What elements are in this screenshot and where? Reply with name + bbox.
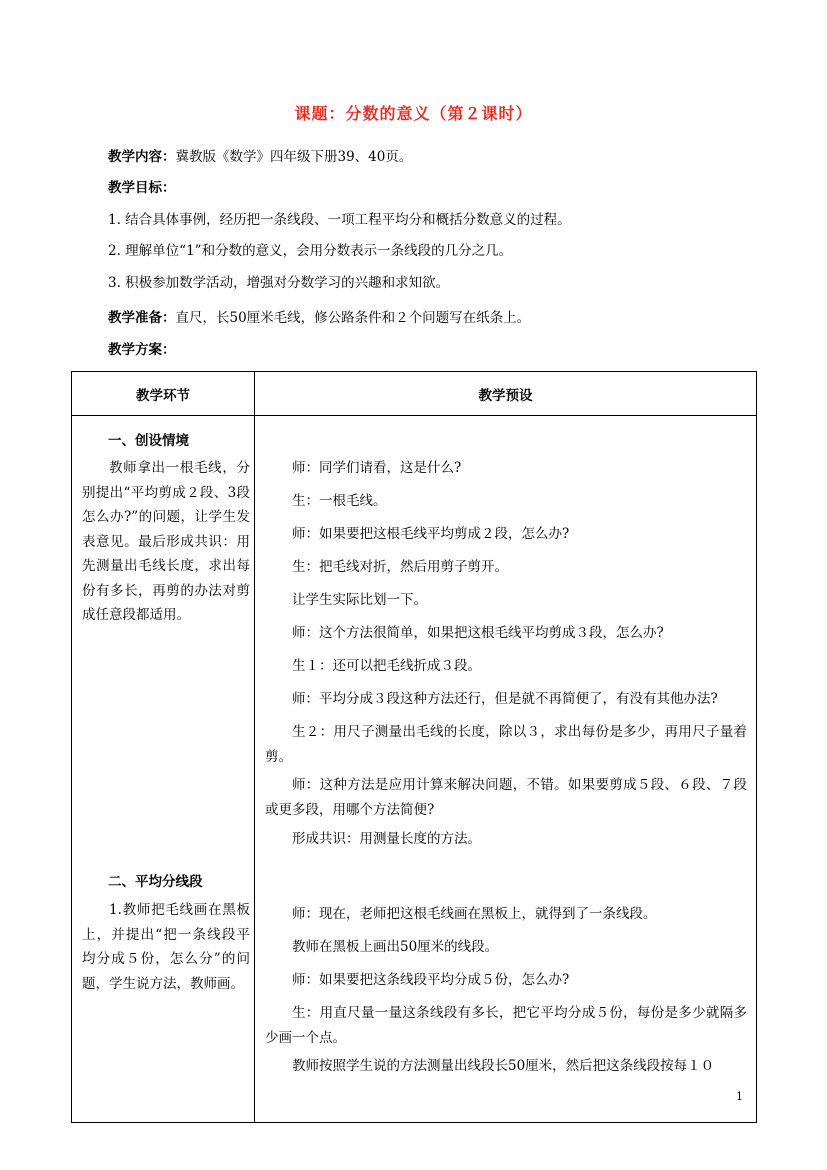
dialogue-line: 生：把毛线对折，然后用剪子剪开。 [292,559,508,575]
teaching-plan-heading [108,340,176,360]
section-text-2: 1.教师把毛线画在黑板上，并提出“把一条线段平均分成５份，怎么分”的问题，学生说方法，教师画。 [82,902,250,992]
teaching-prep-label: 教学准备： [108,310,176,326]
dialogue-line: 师：如果要把这条线段平均分成５份，怎么办? [292,972,570,988]
teaching-content-line [108,147,412,167]
teaching-plan-label: 教学方案： [108,342,176,358]
dialogue-line: 生２：用尺子测量出毛线的长度，除以３，求出每份是多少，再用尺子量着剪。 [265,724,747,765]
dialogue-line: 师：平均分成３段这种方法还行，但是就不再简便了，有没有其他办法? [292,691,718,707]
preset-column [255,416,757,1123]
dialogue-line: 师：这个方法很简单，如果把这根毛线平均剪成３段，怎么办? [292,625,664,641]
section-heading-1: 一、创设情境 [108,433,189,449]
table-header-preset: 教学预设 [255,372,757,416]
dialogue-line: 生１：还可以把毛线折成３段。 [292,658,481,674]
goal-item-1: 1. 结合具体事例，经历把一条线段、一项工程平均分和概括分数意义的过程。 [108,212,571,228]
dialogue-line: 让学生实际比划一下。 [292,592,427,608]
dialogue-line: 师：这种方法是应用计算来解决问题，不错。如果要剪成５段、６段、７段或更多段，用哪个方法简便? [265,777,747,818]
teaching-prep-line [108,308,530,328]
table-header-stage: 教学环节 [72,372,255,416]
dialogue-line: 生：用直尺量一量这条线段有多长，把它平均分成５份，每份是多少就隔多少画一个点。 [265,1005,747,1046]
goal-item-3: 3. 积极参加数学活动，增强对分数学习的兴趣和求知欲。 [108,275,450,291]
teaching-plan-table [71,371,757,1123]
page-title: 课题：分数的意义（第２课时） [294,104,533,123]
teaching-goals-label: 教学目标： [108,180,176,196]
page-number: 1 [736,1090,743,1103]
teaching-content-label: 教学内容： [108,149,176,165]
section-heading-2: 二、平均分线段 [108,874,203,890]
teaching-prep-value: 直尺，长50厘米毛线，修公路条件和２个问题写在纸条上。 [175,310,531,326]
dialogue-line: 师：现在，老师把这根毛线画在黑板上，就得到了一条线段。 [292,906,657,922]
stage-column [72,416,255,1123]
dialogue-line: 师：如果要把这根毛线平均剪成２段，怎么办? [292,526,570,542]
goal-item-2: 2. 理解单位“1”和分数的意义，会用分数表示一条线段的几分之几。 [108,243,513,259]
dialogue-line: 教师在黑板上画出50厘米的线段。 [292,939,499,955]
dialogue-line: 教师按照学生说的方法测量出线段长50厘米，然后把这条线段按每１０ [292,1058,715,1074]
dialogue-line: 形成共识：用测量长度的方法。 [292,831,481,847]
teaching-goals-heading [108,178,176,198]
section-text-1: 教师拿出一根毛线，分别提出“平均剪成２段、3段怎么办?”的问题，让学生发表意见。最后形成共识：用先测量出毛线长度，求出每份有多长，再剪的办法对剪成任意段都适用。 [82,460,250,623]
dialogue-line: 师：同学们请看，这是什么? [292,460,462,476]
dialogue-line: 生：一根毛线。 [292,493,387,509]
teaching-content-value: 冀教版《数学》四年级下册39、40页。 [175,149,413,165]
